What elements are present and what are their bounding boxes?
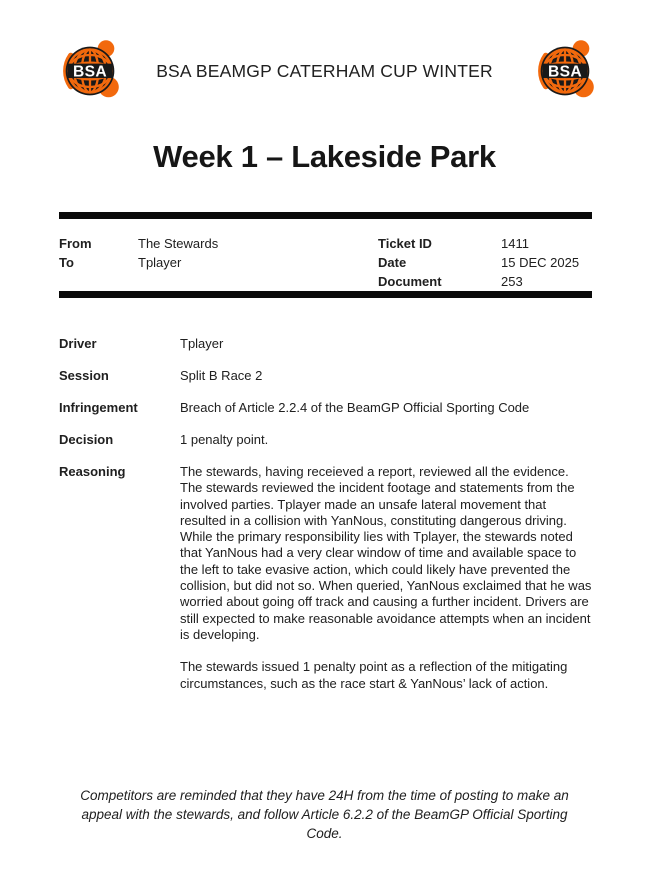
meta-row-ticket-id: [378, 234, 592, 253]
field-row-infringement: [59, 400, 592, 416]
meta-label-to: To: [59, 255, 74, 270]
field-label-session: Session: [59, 368, 109, 383]
decision-fields: [59, 336, 592, 692]
field-value-session: Split B Race 2: [180, 368, 263, 383]
meta-left-column: [59, 234, 378, 291]
field-row-driver: [59, 336, 592, 352]
meta-value-ticket-id: 1411: [501, 236, 529, 251]
field-value-driver: Tplayer: [180, 336, 224, 351]
meta-table: [59, 212, 592, 298]
field-row-decision: [59, 432, 592, 448]
appeal-notice: Competitors are reminded that they have 24H from the time of posting to make an appeal with the stewards, and follow Article 6.2.2 of the BeamGP Official Sporting Code.: [80, 788, 569, 841]
meta-value-to: Tplayer: [138, 255, 182, 270]
meta-row-to: [59, 253, 378, 272]
field-label-infringement: Infringement: [59, 400, 138, 415]
reasoning-text: [180, 464, 592, 692]
document-header: [0, 39, 649, 103]
meta-value-date: 15 DEC 2025: [501, 255, 580, 270]
field-label-decision: Decision: [59, 432, 114, 447]
meta-row-from: [59, 234, 378, 253]
field-label-driver: Driver: [59, 336, 97, 351]
field-value-decision: 1 penalty point.: [180, 432, 269, 447]
page-title: Week 1 – Lakeside Park: [153, 139, 496, 174]
reasoning-paragraph: The stewards, having receieved a report, reviewed all the evidence. The stewards reviewed the incident footage and statements from the involved parties. Tplayer made an unsafe lateral movement that resulted in a collision with YanNous, constituting dangerous driving. While the primary responsibility lies with Tplayer, the stewards noted that YanNous had a very clear window of time and available space to the left to take evasive action, which could likely have prevented the collision, but did not so. When queried, YanNous exclaimed that he was worried about going off track and causing a further incident. Drivers are still expected to make reasonable avoidance attempts when an incident is developing.: [180, 464, 592, 642]
meta-value-document: 253: [501, 274, 523, 289]
field-value-infringement: Breach of Article 2.2.4 of the BeamGP Official Sporting Code: [180, 400, 530, 415]
bsa-logo-icon: [57, 39, 123, 103]
bsa-logo-icon: [532, 39, 598, 103]
meta-label-ticket-id: Ticket ID: [378, 236, 432, 251]
meta-row-document: [378, 272, 592, 291]
field-label-reasoning: Reasoning: [59, 464, 126, 479]
header-title: BSA BEAMGP CATERHAM CUP WINTER: [156, 60, 493, 81]
meta-label-document: Document: [378, 274, 442, 289]
meta-label-from: From: [59, 236, 92, 251]
meta-label-date: Date: [378, 255, 407, 270]
meta-row-date: [378, 253, 592, 272]
meta-right-column: [378, 234, 592, 291]
reasoning-paragraph: The stewards issued 1 penalty point as a reflection of the mitigating circumstances, such as the race start & YanNous’ lack of action.: [180, 659, 568, 691]
field-row-reasoning: [59, 464, 592, 692]
meta-value-from: The Stewards: [138, 236, 219, 251]
field-row-session: [59, 368, 592, 384]
